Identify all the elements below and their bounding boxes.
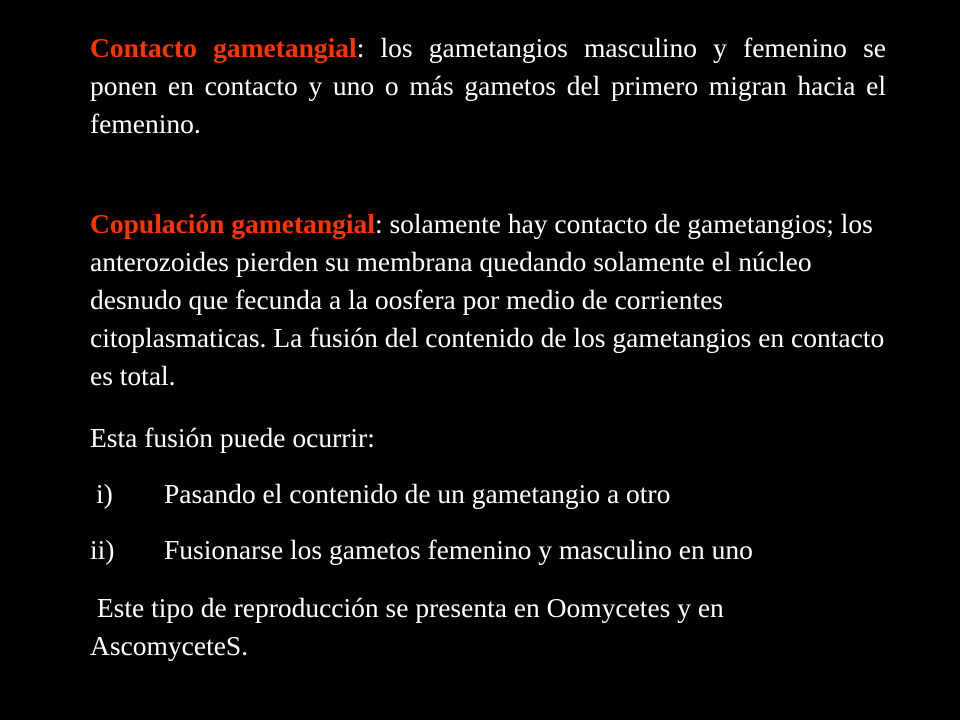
paragraph-fusion-intro: Esta fusión puede ocurrir: bbox=[90, 422, 375, 453]
paragraph-contacto-text: : los gametangios masculino y femenino se ponen en contacto y uno o más gametos del primero migran hacia el femenino. bbox=[90, 32, 886, 139]
paragraph-contacto bbox=[90, 29, 886, 143]
list-item-number: ii) bbox=[90, 534, 115, 565]
list-item bbox=[90, 531, 886, 569]
list-item-text: Pasando el contenido de un gametangio a otro bbox=[164, 478, 671, 509]
term-copulacion-gametangial: Copulación gametangial bbox=[90, 208, 375, 239]
paragraph-conclusion: Este tipo de reproducción se presenta en Oomycetes y en AscomyceteS. bbox=[90, 592, 730, 661]
paragraph-copulacion-text: : solamente hay contacto de gametangios; los anterozoides pierden su membrana quedando solamente el núcleo desnudo que fecunda a la oosfera por medio de corrientes citoplasmaticas. La fusión del contenido de los gametangios en contacto es total. bbox=[90, 208, 885, 391]
list-item-text: Fusionarse los gametos femenino y masculino en uno bbox=[164, 534, 753, 565]
paragraph-copulacion bbox=[90, 205, 886, 395]
list-item-number: i) bbox=[96, 478, 113, 509]
term-contacto-gametangial: Contacto gametangial bbox=[90, 32, 357, 63]
list-item bbox=[90, 475, 886, 513]
